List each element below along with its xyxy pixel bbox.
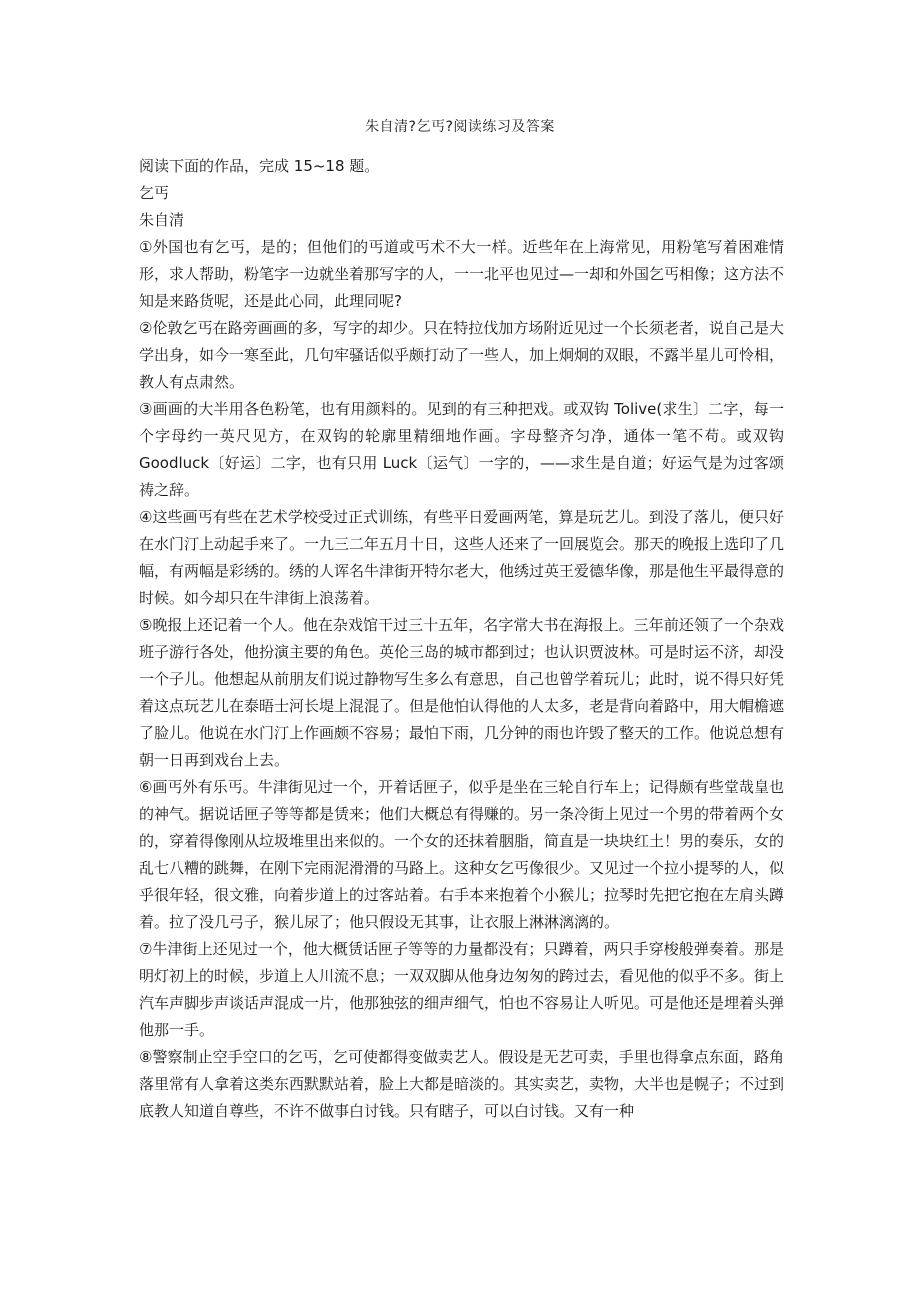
paragraph-4: ④这些画丐有些在艺术学校受过正式训练，有些平日爱画两笔，算是玩艺儿。到没了落儿，便只好在水门汀上动起手来了。一九三二年五月十日，这些人还来了一回展览会。那天的晚报上选印了几幅，有两幅是彩绣的。绣的人诨名牛津街开特尔老大，他绣过英王爱德华像，那是他生平最得意的时候。如今却只在牛津街上浪荡着。 (139, 508, 785, 607)
paragraph-6: ⑥画丐外有乐丐。牛津街见过一个，开着话匣子，似乎是坐在三轮自行车上；记得颇有些堂哉皇也的神气。据说话匣子等等都是赁来；他们大概总有得赚的。另一条冷街上见过一个男的带着两个女的，穿着得像刚从垃圾堆里出来似的。一个女的还抹着胭脂，简直是一块块红土！男的奏乐，女的乱七八糟的跳舞，在刚下完雨泥滑滑的马路上。这种女乞丐像很少。又见过一个拉小提琴的人，似乎很年轻，很文雅，向着步道上的过客站着。右手本来抱着个小猴儿；拉琴时先把它抱在左肩头蹲着。拉了没几弓子，猴儿尿了；他只假设无其事，让衣服上淋淋漓漓的。 (139, 778, 785, 931)
paragraph-8: ⑧警察制止空手空口的乞丐，乞可使都得变做卖艺人。假设是无艺可卖，手里也得拿点东面，路角落里常有人拿着这类东西默默站着，脸上大都是暗淡的。其实卖艺，卖物，大半也是幌子；不过到底教人知道自尊些，不许不做事白讨钱。只有瞎子，可以白讨钱。又有一种 (139, 1048, 785, 1120)
document-title: 朱自清?乞丐?阅读练习及答案 (365, 119, 555, 135)
document-body (139, 153, 784, 1125)
paragraph-5: ⑤晚报上还记着一个人。他在杂戏馆干过三十五年，名字常大书在海报上。三年前还领了一个杂戏班子游行各处，他扮演主要的角色。英伦三岛的城市都到过；也认识贾波林。可是时运不济，却没一个子儿。他想起从前朋友们说过静物写生多么有意思，自己也曾学着玩儿；此时，说不得只好凭着这点玩艺儿在泰晤士河长堤上混混了。但是他怕认得他的人太多，老是背向着路中，用大帽檐遮了脸儿。他说在水门汀上作画颇不容易；最怕下雨，几分钟的雨也许毁了整天的工作。他说总想有朝一日再到戏台上去。 (139, 616, 785, 769)
paragraph-3: ③画画的大半用各色粉笔，也有用颜料的。见到的有三种把戏。或双钩 Tolive(求生〕二字，每一个字母约一英尺见方，在双钩的轮廓里精细地作画。字母整齐匀净，通体一笔不苟。或双钩 Goodluck〔好运〕二字，也有只用 Luck〔运气〕一字的，——求生是自道；好运气是为过客颂祷之辞。 (139, 400, 784, 499)
author-name: 朱自清 (139, 211, 185, 229)
paragraph-7: ⑦牛津街上还见过一个，他大概赁话匣子等等的力量都没有；只蹲着，两只手穿梭般弹奏着。那是明灯初上的时候，步道上人川流不息；一双双脚从他身边匆匆的跨过去，看见他的似乎不多。街上汽车声脚步声谈话声混成一片，他那独弦的细声细气，怕也不容易让人听见。可是他还是埋着头弹他那一手。 (139, 940, 785, 1039)
instruction-text: 阅读下面的作品，完成 15~18 题。 (139, 157, 380, 175)
essay-title: 乞丐 (139, 184, 170, 202)
paragraph-2: ②伦敦乞丐在路旁画画的多，写字的却少。只在特拉伐加方场附近见过一个长须老者，说自己是大学出身，如今一寒至此，几句牢骚话似乎颇打动了一些人，加上炯炯的双眼，不露半星儿可怜相，教人有点肃然。 (139, 319, 785, 391)
paragraph-1: ①外国也有乞丐，是的；但他们的丐道或丐术不大一样。近些年在上海常见，用粉笔写着困难情形，求人帮助，粉笔字一边就坐着那写字的人，一一北平也见过—一却和外国乞丐相像；这方法不知是来路货呢，还是此心同，此理同呢? (139, 238, 785, 310)
